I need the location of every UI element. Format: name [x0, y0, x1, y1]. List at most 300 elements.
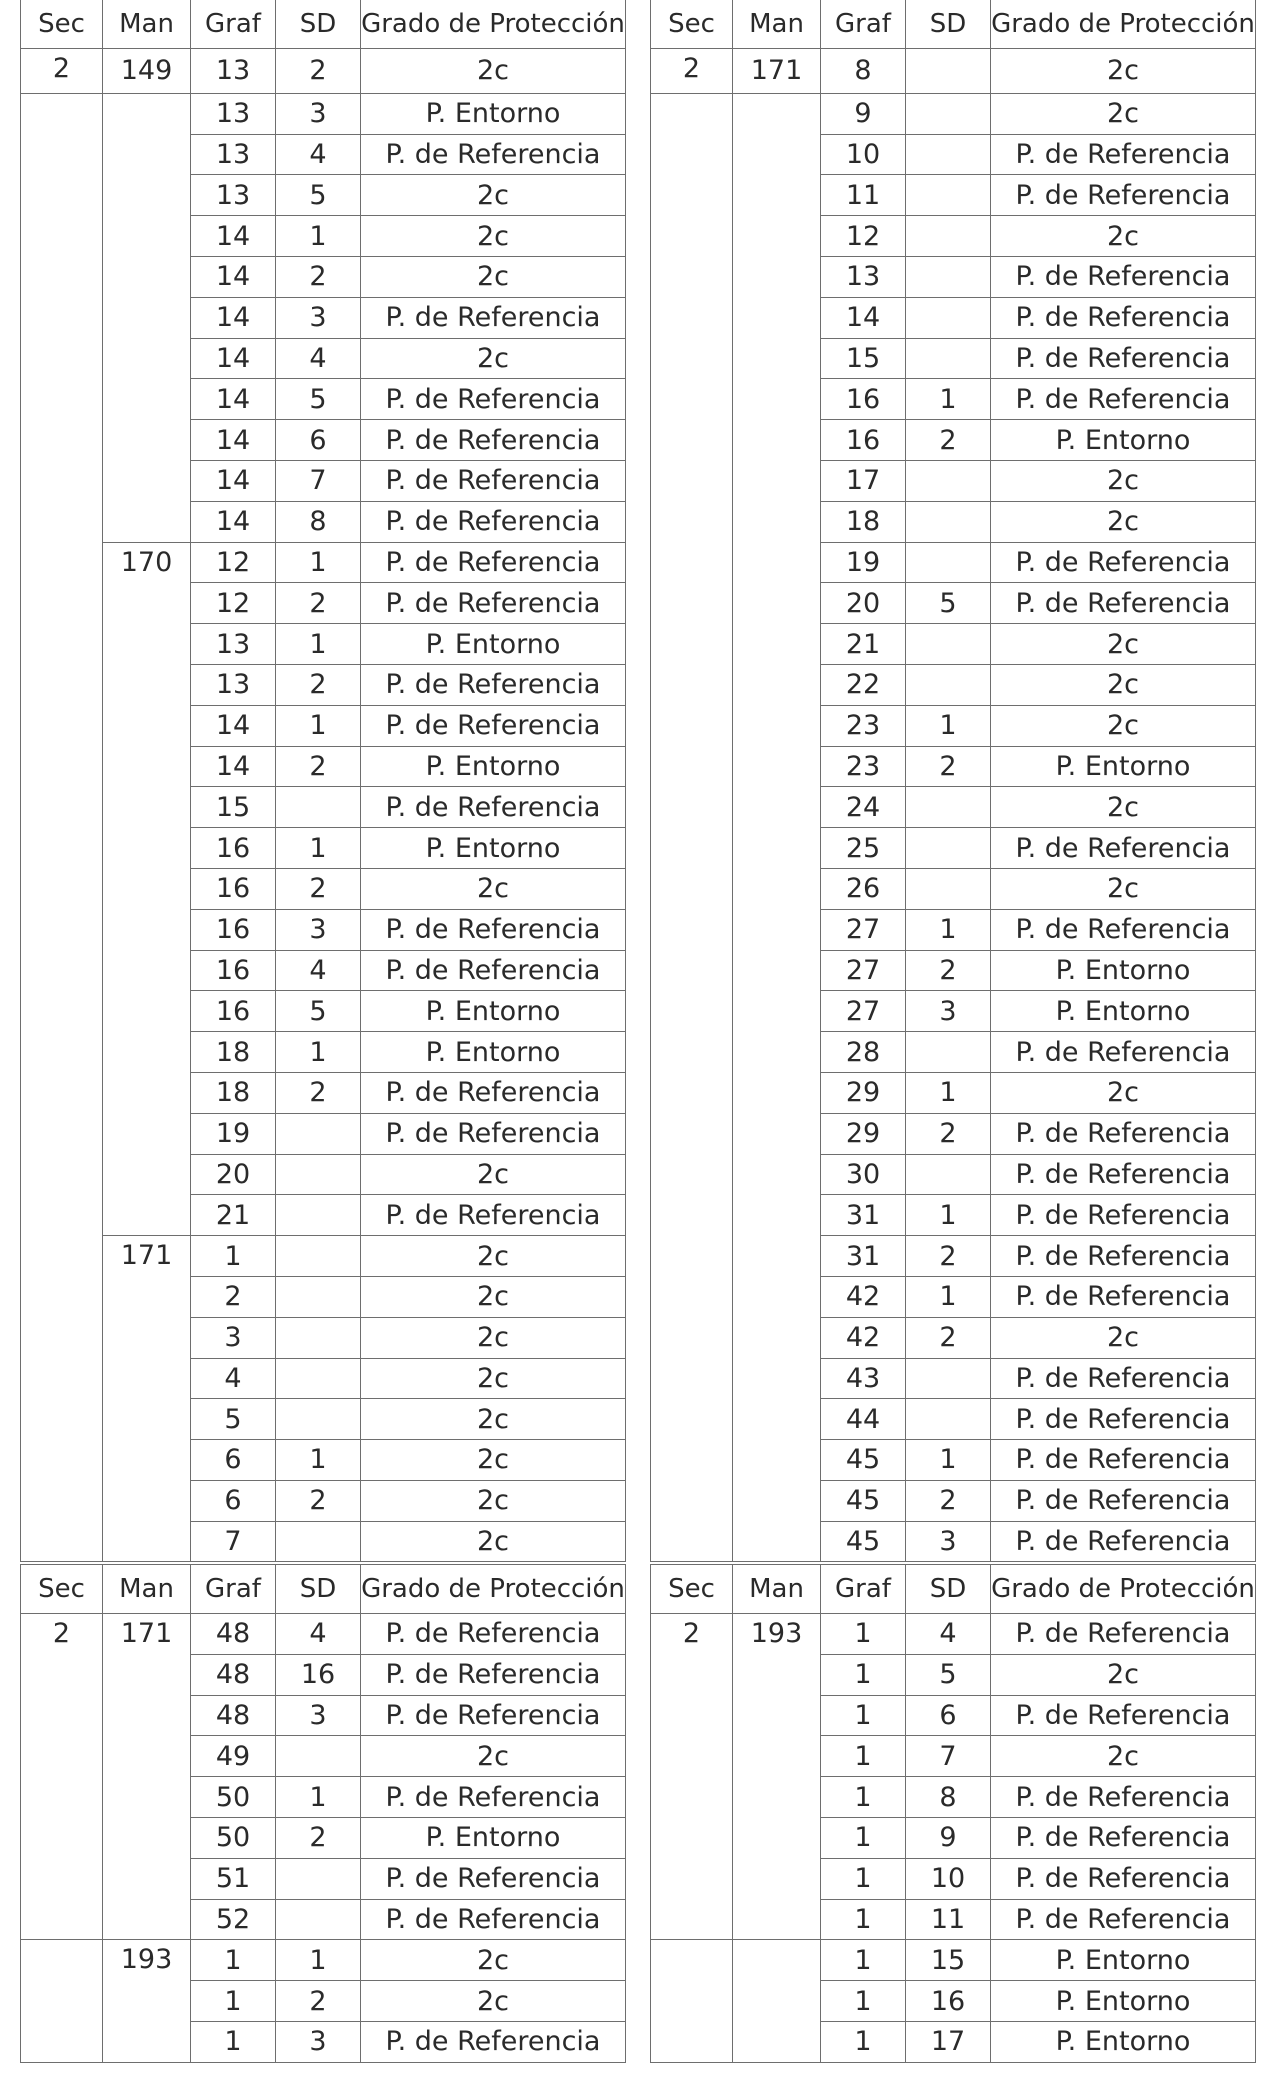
cell-grado: P. de Referencia — [991, 379, 1256, 420]
cell-sd: 15 — [906, 1940, 991, 1981]
cell-graf: 1 — [191, 1981, 276, 2022]
cell-sd: 2 — [906, 1480, 991, 1521]
cell-sd — [906, 460, 991, 501]
cell-man: 171 — [103, 1236, 191, 1562]
cell-sd: 5 — [906, 1654, 991, 1695]
cell-man: 171 — [733, 49, 821, 94]
cell-graf: 6 — [191, 1480, 276, 1521]
cell-grado: 2c — [361, 1236, 626, 1277]
header-man: Man — [103, 1565, 191, 1614]
cell-grado: P. de Referencia — [361, 1654, 626, 1695]
header-grado: Grado de Protección — [361, 0, 626, 49]
cell-sd: 2 — [276, 664, 361, 705]
header-graf: Graf — [821, 0, 906, 49]
cell-sd: 1 — [906, 1276, 991, 1317]
cell-grado: 2c — [991, 624, 1256, 665]
cell-grado: P. Entorno — [991, 420, 1256, 461]
cell-graf: 50 — [191, 1817, 276, 1858]
cell-man — [103, 93, 191, 542]
cell-sec: 2 — [21, 1614, 103, 1940]
cell-grado: 2c — [361, 1940, 626, 1981]
cell-sd: 2 — [276, 1981, 361, 2022]
cell-graf: 15 — [191, 787, 276, 828]
cell-grado: P. de Referencia — [991, 1480, 1256, 1521]
cell-sd: 2 — [906, 746, 991, 787]
cell-grado: P. de Referencia — [361, 1113, 626, 1154]
cell-sd — [906, 868, 991, 909]
cell-grado: P. de Referencia — [991, 297, 1256, 338]
cell-graf: 13 — [191, 664, 276, 705]
cell-grado: P. de Referencia — [991, 1399, 1256, 1440]
cell-graf: 13 — [191, 134, 276, 175]
cell-grado: P. Entorno — [991, 950, 1256, 991]
cell-sec — [21, 93, 103, 1562]
cell-grado: P. de Referencia — [361, 460, 626, 501]
cell-graf: 14 — [191, 379, 276, 420]
cell-sd: 2 — [276, 746, 361, 787]
cell-grado: P. Entorno — [361, 624, 626, 665]
table-row — [21, 1614, 626, 1655]
cell-sd — [276, 787, 361, 828]
cell-graf: 1 — [191, 1940, 276, 1981]
protection-table-bottom-right — [650, 1564, 1256, 2063]
cell-grado: P. Entorno — [991, 1940, 1256, 1981]
cell-graf: 13 — [191, 49, 276, 94]
cell-graf: 18 — [191, 1032, 276, 1073]
cell-graf: 14 — [191, 256, 276, 297]
table-row — [21, 542, 626, 583]
cell-sd: 17 — [906, 2021, 991, 2062]
cell-grado: P. de Referencia — [991, 1817, 1256, 1858]
cell-graf: 14 — [191, 420, 276, 461]
cell-graf: 30 — [821, 1154, 906, 1195]
cell-grado: P. de Referencia — [991, 1777, 1256, 1818]
cell-graf: 19 — [191, 1113, 276, 1154]
cell-graf: 13 — [191, 175, 276, 216]
cell-grado: P. de Referencia — [361, 134, 626, 175]
cell-grado: 2c — [361, 1480, 626, 1521]
cell-sd: 3 — [276, 909, 361, 950]
cell-man: 193 — [103, 1940, 191, 2062]
cell-grado: P. de Referencia — [991, 542, 1256, 583]
cell-graf: 25 — [821, 828, 906, 869]
cell-grado: P. de Referencia — [361, 1614, 626, 1655]
cell-grado: 2c — [991, 787, 1256, 828]
cell-sd: 1 — [276, 1032, 361, 1073]
cell-sd — [906, 93, 991, 134]
cell-graf: 1 — [821, 1654, 906, 1695]
cell-sd — [276, 1521, 361, 1562]
cell-graf: 20 — [191, 1154, 276, 1195]
cell-sd: 2 — [906, 1236, 991, 1277]
cell-sd — [906, 338, 991, 379]
cell-graf: 14 — [191, 501, 276, 542]
cell-graf: 45 — [821, 1480, 906, 1521]
header-sd: SD — [906, 1565, 991, 1614]
header-sd: SD — [276, 1565, 361, 1614]
cell-sd — [906, 624, 991, 665]
cell-sd: 1 — [276, 1940, 361, 1981]
cell-sd: 1 — [276, 624, 361, 665]
cell-graf: 29 — [821, 1113, 906, 1154]
cell-grado: P. de Referencia — [361, 1195, 626, 1236]
cell-man: 170 — [103, 542, 191, 1236]
cell-grado: 2c — [361, 175, 626, 216]
cell-graf: 31 — [821, 1195, 906, 1236]
cell-graf: 8 — [821, 49, 906, 94]
cell-grado: P. Entorno — [991, 991, 1256, 1032]
cell-grado: P. de Referencia — [991, 338, 1256, 379]
cell-graf: 16 — [191, 950, 276, 991]
protection-table-bottom-left — [20, 1564, 626, 2063]
cell-graf: 13 — [821, 256, 906, 297]
cell-man: 149 — [103, 49, 191, 94]
cell-sd: 10 — [906, 1858, 991, 1899]
cell-grado: 2c — [361, 1521, 626, 1562]
cell-graf: 6 — [191, 1440, 276, 1481]
cell-sd — [276, 1899, 361, 1940]
cell-graf: 48 — [191, 1614, 276, 1655]
cell-sd: 4 — [276, 950, 361, 991]
protection-table-top-left — [20, 0, 626, 1562]
cell-graf: 16 — [191, 909, 276, 950]
cell-sec: 2 — [651, 1614, 733, 1940]
cell-graf: 1 — [821, 1940, 906, 1981]
cell-sd — [906, 828, 991, 869]
header-sec: Sec — [21, 0, 103, 49]
table-row — [21, 1236, 626, 1277]
cell-sd: 16 — [906, 1981, 991, 2022]
cell-sd: 8 — [276, 501, 361, 542]
cell-grado: P. de Referencia — [991, 1858, 1256, 1899]
cell-graf: 1 — [821, 2021, 906, 2062]
cell-graf: 12 — [191, 542, 276, 583]
cell-sd: 3 — [906, 1521, 991, 1562]
cell-graf: 21 — [821, 624, 906, 665]
cell-graf: 14 — [191, 460, 276, 501]
cell-grado: 2c — [361, 1154, 626, 1195]
cell-grado: P. Entorno — [361, 1817, 626, 1858]
cell-graf: 42 — [821, 1317, 906, 1358]
cell-grado: P. de Referencia — [991, 828, 1256, 869]
cell-grado: P. de Referencia — [991, 1276, 1256, 1317]
cell-grado: P. de Referencia — [991, 1358, 1256, 1399]
cell-sd: 7 — [906, 1736, 991, 1777]
cell-graf: 1 — [821, 1614, 906, 1655]
header-sec: Sec — [651, 1565, 733, 1614]
cell-grado: P. de Referencia — [361, 950, 626, 991]
cell-grado: P. de Referencia — [361, 664, 626, 705]
cell-graf: 1 — [821, 1695, 906, 1736]
header-sec: Sec — [21, 1565, 103, 1614]
cell-sd — [906, 787, 991, 828]
cell-grado: P. de Referencia — [361, 583, 626, 624]
cell-graf: 42 — [821, 1276, 906, 1317]
cell-sd: 1 — [906, 1195, 991, 1236]
header-sec: Sec — [651, 0, 733, 49]
cell-grado: 2c — [361, 1317, 626, 1358]
cell-sd: 1 — [276, 705, 361, 746]
cell-grado: 2c — [991, 1654, 1256, 1695]
cell-graf: 4 — [191, 1358, 276, 1399]
header-graf: Graf — [821, 1565, 906, 1614]
cell-grado: P. de Referencia — [991, 256, 1256, 297]
cell-grado: P. de Referencia — [361, 420, 626, 461]
cell-graf: 16 — [191, 868, 276, 909]
header-man: Man — [733, 0, 821, 49]
cell-sd: 5 — [276, 379, 361, 420]
header-grado: Grado de Protección — [991, 1565, 1256, 1614]
cell-graf: 9 — [821, 93, 906, 134]
cell-graf: 12 — [191, 583, 276, 624]
cell-grado: 2c — [991, 1317, 1256, 1358]
cell-sec — [21, 1940, 103, 2062]
cell-graf: 50 — [191, 1777, 276, 1818]
cell-graf: 22 — [821, 664, 906, 705]
cell-grado: P. de Referencia — [991, 1236, 1256, 1277]
cell-grado: P. de Referencia — [361, 1072, 626, 1113]
cell-sd: 1 — [276, 542, 361, 583]
cell-sd: 3 — [276, 93, 361, 134]
cell-graf: 27 — [821, 909, 906, 950]
cell-sd: 1 — [276, 1440, 361, 1481]
cell-grado: 2c — [991, 216, 1256, 257]
cell-sd: 2 — [276, 1480, 361, 1521]
cell-sd — [276, 1858, 361, 1899]
cell-grado: 2c — [361, 1358, 626, 1399]
cell-sd — [906, 49, 991, 94]
cell-sd: 1 — [906, 705, 991, 746]
cell-sd: 1 — [906, 909, 991, 950]
cell-sd — [906, 501, 991, 542]
cell-graf: 14 — [821, 297, 906, 338]
cell-grado: P. de Referencia — [991, 909, 1256, 950]
table-row — [651, 93, 1256, 134]
cell-sd: 2 — [276, 1817, 361, 1858]
cell-graf: 18 — [821, 501, 906, 542]
cell-sd — [906, 175, 991, 216]
cell-graf: 44 — [821, 1399, 906, 1440]
cell-graf: 23 — [821, 746, 906, 787]
cell-graf: 11 — [821, 175, 906, 216]
cell-graf: 29 — [821, 1072, 906, 1113]
cell-grado: 2c — [361, 1399, 626, 1440]
cell-sd — [276, 1317, 361, 1358]
cell-graf: 16 — [191, 828, 276, 869]
cell-graf: 52 — [191, 1899, 276, 1940]
cell-grado: P. de Referencia — [991, 1614, 1256, 1655]
cell-grado: P. Entorno — [991, 1981, 1256, 2022]
header-row — [21, 0, 626, 49]
cell-man: 171 — [103, 1614, 191, 1940]
cell-graf: 15 — [821, 338, 906, 379]
cell-grado: 2c — [361, 868, 626, 909]
cell-graf: 26 — [821, 868, 906, 909]
cell-grado: P. Entorno — [361, 93, 626, 134]
cell-grado: P. de Referencia — [991, 583, 1256, 624]
cell-sd: 1 — [906, 1072, 991, 1113]
cell-sd: 5 — [276, 991, 361, 1032]
cell-grado: 2c — [991, 664, 1256, 705]
cell-graf: 48 — [191, 1695, 276, 1736]
cell-sd: 8 — [906, 1777, 991, 1818]
cell-grado: P. Entorno — [361, 828, 626, 869]
cell-sd: 3 — [906, 991, 991, 1032]
cell-grado: 2c — [361, 338, 626, 379]
cell-grado: 2c — [991, 1072, 1256, 1113]
cell-grado: 2c — [991, 93, 1256, 134]
cell-sd: 2 — [906, 950, 991, 991]
cell-graf: 51 — [191, 1858, 276, 1899]
header-graf: Graf — [191, 1565, 276, 1614]
cell-sd: 2 — [906, 1317, 991, 1358]
cell-grado: 2c — [361, 49, 626, 94]
cell-sd: 4 — [276, 134, 361, 175]
cell-grado: P. de Referencia — [361, 542, 626, 583]
cell-grado: P. de Referencia — [991, 1440, 1256, 1481]
cell-sd: 6 — [906, 1695, 991, 1736]
cell-sd: 2 — [276, 868, 361, 909]
cell-graf: 3 — [191, 1317, 276, 1358]
cell-sd: 6 — [276, 420, 361, 461]
cell-graf: 18 — [191, 1072, 276, 1113]
cell-sd — [906, 256, 991, 297]
cell-sd — [906, 542, 991, 583]
cell-graf: 1 — [821, 1899, 906, 1940]
cell-grado: P. de Referencia — [361, 379, 626, 420]
cell-graf: 13 — [191, 624, 276, 665]
header-grado: Grado de Protección — [361, 1565, 626, 1614]
cell-sd — [276, 1399, 361, 1440]
cell-grado: P. de Referencia — [361, 1858, 626, 1899]
cell-grado: 2c — [361, 1981, 626, 2022]
cell-grado: 2c — [361, 216, 626, 257]
cell-sd — [906, 1399, 991, 1440]
cell-graf: 5 — [191, 1399, 276, 1440]
cell-sec — [651, 1940, 733, 2062]
cell-grado: P. Entorno — [361, 746, 626, 787]
cell-sec — [651, 93, 733, 1562]
cell-graf: 19 — [821, 542, 906, 583]
cell-sd — [276, 1195, 361, 1236]
cell-sd — [906, 1358, 991, 1399]
cell-grado: 2c — [991, 501, 1256, 542]
cell-graf: 1 — [821, 1981, 906, 2022]
header-graf: Graf — [191, 0, 276, 49]
cell-sd: 2 — [276, 583, 361, 624]
cell-graf: 27 — [821, 950, 906, 991]
cell-grado: 2c — [361, 256, 626, 297]
cell-man — [733, 1940, 821, 2062]
cell-graf: 1 — [821, 1736, 906, 1777]
cell-graf: 1 — [821, 1777, 906, 1818]
cell-sd — [906, 1154, 991, 1195]
cell-sd: 3 — [276, 1695, 361, 1736]
cell-grado: P. Entorno — [361, 1032, 626, 1073]
table-row — [21, 93, 626, 134]
cell-grado: P. de Referencia — [991, 175, 1256, 216]
cell-graf: 7 — [191, 1521, 276, 1562]
cell-sd — [906, 134, 991, 175]
cell-graf: 45 — [821, 1521, 906, 1562]
protection-table-top-right — [650, 0, 1256, 1562]
cell-sd: 2 — [276, 49, 361, 94]
cell-sd: 1 — [906, 379, 991, 420]
header-man: Man — [103, 0, 191, 49]
cell-sd: 4 — [276, 338, 361, 379]
cell-sd: 1 — [276, 828, 361, 869]
cell-grado: P. Entorno — [361, 991, 626, 1032]
cell-man: 193 — [733, 1614, 821, 1940]
cell-grado: 2c — [991, 460, 1256, 501]
table-row — [21, 49, 626, 94]
cell-grado: 2c — [361, 1440, 626, 1481]
cell-grado: P. de Referencia — [991, 1521, 1256, 1562]
cell-sd: 16 — [276, 1654, 361, 1695]
cell-sd: 5 — [276, 175, 361, 216]
cell-sd: 2 — [276, 1072, 361, 1113]
header-man: Man — [733, 1565, 821, 1614]
cell-sd — [906, 664, 991, 705]
cell-graf: 12 — [821, 216, 906, 257]
cell-grado: P. de Referencia — [991, 134, 1256, 175]
cell-sd: 4 — [906, 1614, 991, 1655]
cell-graf: 1 — [191, 1236, 276, 1277]
cell-grado: 2c — [991, 49, 1256, 94]
cell-sd: 5 — [906, 583, 991, 624]
cell-graf: 23 — [821, 705, 906, 746]
cell-grado: 2c — [991, 868, 1256, 909]
cell-graf: 45 — [821, 1440, 906, 1481]
cell-sd — [276, 1236, 361, 1277]
cell-grado: P. de Referencia — [991, 1113, 1256, 1154]
cell-graf: 28 — [821, 1032, 906, 1073]
cell-grado: P. de Referencia — [361, 1777, 626, 1818]
cell-grado: P. de Referencia — [361, 909, 626, 950]
cell-sd — [276, 1154, 361, 1195]
cell-grado: 2c — [991, 1736, 1256, 1777]
cell-grado: P. Entorno — [991, 2021, 1256, 2062]
cell-sd — [906, 1032, 991, 1073]
cell-graf: 17 — [821, 460, 906, 501]
header-row — [651, 0, 1256, 49]
cell-grado: P. de Referencia — [991, 1695, 1256, 1736]
cell-graf: 43 — [821, 1358, 906, 1399]
cell-graf: 16 — [191, 991, 276, 1032]
cell-graf: 10 — [821, 134, 906, 175]
cell-grado: P. de Referencia — [361, 501, 626, 542]
cell-sd: 1 — [276, 1777, 361, 1818]
cell-graf: 31 — [821, 1236, 906, 1277]
cell-graf: 1 — [821, 1817, 906, 1858]
cell-sd: 11 — [906, 1899, 991, 1940]
table-row — [651, 1614, 1256, 1655]
cell-graf: 14 — [191, 216, 276, 257]
cell-sd: 2 — [906, 420, 991, 461]
table-row — [21, 1940, 626, 1981]
cell-grado: P. de Referencia — [991, 1899, 1256, 1940]
cell-graf: 24 — [821, 787, 906, 828]
cell-graf: 48 — [191, 1654, 276, 1695]
cell-sd — [276, 1358, 361, 1399]
cell-grado: P. de Referencia — [361, 297, 626, 338]
cell-sd — [906, 297, 991, 338]
header-row — [21, 1565, 626, 1614]
cell-sd: 1 — [276, 216, 361, 257]
cell-sd: 2 — [276, 256, 361, 297]
cell-sd: 4 — [276, 1614, 361, 1655]
header-sd: SD — [276, 0, 361, 49]
